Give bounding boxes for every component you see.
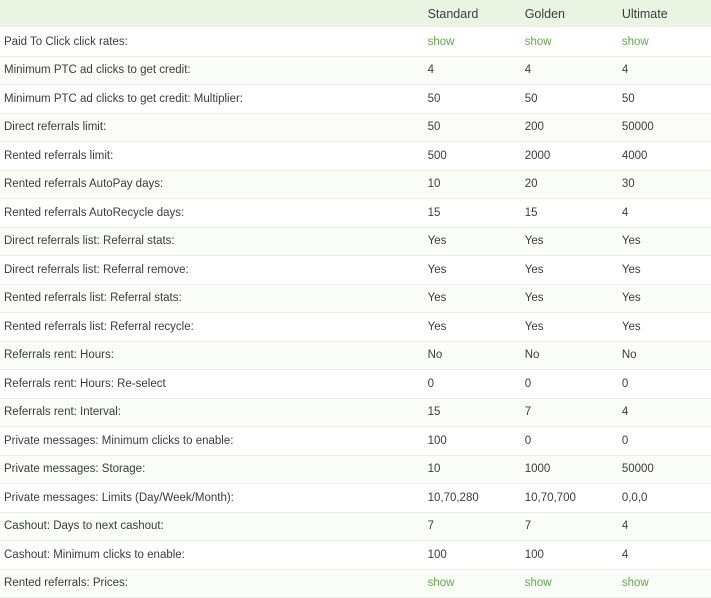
column-header-golden: Golden bbox=[517, 0, 614, 28]
feature-label: Private messages: Minimum clicks to enable: bbox=[0, 427, 420, 456]
feature-label: Direct referrals list: Referral stats: bbox=[0, 227, 420, 256]
cell-value: Yes bbox=[517, 313, 614, 342]
feature-label: Minimum PTC ad clicks to get credit: bbox=[0, 56, 420, 85]
cell-value: 50 bbox=[614, 85, 711, 114]
cell-value: 50 bbox=[420, 113, 517, 142]
cell-value: 200 bbox=[517, 113, 614, 142]
cell-value: 4 bbox=[614, 398, 711, 427]
table-row bbox=[0, 512, 711, 541]
table-row bbox=[0, 256, 711, 285]
cell-value: 4 bbox=[614, 56, 711, 85]
feature-label: Private messages: Storage: bbox=[0, 455, 420, 484]
table-row bbox=[0, 113, 711, 142]
cell-value: 100 bbox=[420, 427, 517, 456]
cell-value: No bbox=[614, 341, 711, 370]
table-row bbox=[0, 142, 711, 171]
table-row bbox=[0, 541, 711, 570]
cell-value: 100 bbox=[517, 541, 614, 570]
table-row bbox=[0, 427, 711, 456]
show-link[interactable]: show bbox=[427, 577, 455, 590]
cell-value: Yes bbox=[420, 313, 517, 342]
table-row bbox=[0, 569, 711, 598]
cell-value: 500 bbox=[420, 142, 517, 171]
table-row bbox=[0, 227, 711, 256]
table-row bbox=[0, 313, 711, 342]
feature-label: Private messages: Limits (Day/Week/Month): bbox=[0, 484, 420, 513]
table-row bbox=[0, 455, 711, 484]
cell-value bbox=[517, 569, 614, 598]
cell-value: 0 bbox=[420, 370, 517, 399]
show-link[interactable]: show bbox=[621, 577, 649, 590]
feature-label: Rented referrals list: Referral recycle: bbox=[0, 313, 420, 342]
cell-value: 0 bbox=[614, 427, 711, 456]
cell-value: 15 bbox=[420, 398, 517, 427]
cell-value: Yes bbox=[517, 227, 614, 256]
cell-value: Yes bbox=[614, 313, 711, 342]
feature-label: Rented referrals: Prices: bbox=[0, 569, 420, 598]
feature-label: Referrals rent: Hours: Re-select bbox=[0, 370, 420, 399]
cell-value: 50000 bbox=[614, 113, 711, 142]
cell-value: 50000 bbox=[614, 455, 711, 484]
feature-label: Referrals rent: Hours: bbox=[0, 341, 420, 370]
cell-value: Yes bbox=[420, 227, 517, 256]
table-header-row bbox=[0, 0, 711, 28]
feature-label: Rented referrals limit: bbox=[0, 142, 420, 171]
table-row bbox=[0, 284, 711, 313]
table-row bbox=[0, 56, 711, 85]
cell-value: 0,0,0 bbox=[614, 484, 711, 513]
show-link[interactable]: show bbox=[524, 577, 552, 590]
cell-value: Yes bbox=[517, 284, 614, 313]
cell-value: Yes bbox=[614, 284, 711, 313]
feature-label: Cashout: Minimum clicks to enable: bbox=[0, 541, 420, 570]
feature-label: Rented referrals list: Referral stats: bbox=[0, 284, 420, 313]
cell-value: 15 bbox=[420, 199, 517, 228]
column-header-ultimate: Ultimate bbox=[614, 0, 711, 28]
feature-label: Rented referrals AutoRecycle days: bbox=[0, 199, 420, 228]
show-link[interactable]: show bbox=[427, 35, 455, 48]
feature-label: Direct referrals list: Referral remove: bbox=[0, 256, 420, 285]
feature-label: Minimum PTC ad clicks to get credit: Multiplier: bbox=[0, 85, 420, 114]
feature-label: Paid To Click click rates: bbox=[0, 28, 420, 57]
cell-value bbox=[517, 28, 614, 57]
cell-value: 0 bbox=[614, 370, 711, 399]
cell-value: 0 bbox=[517, 427, 614, 456]
cell-value: 10 bbox=[420, 455, 517, 484]
cell-value: 100 bbox=[420, 541, 517, 570]
cell-value bbox=[420, 569, 517, 598]
cell-value: 30 bbox=[614, 170, 711, 199]
feature-label: Cashout: Days to next cashout: bbox=[0, 512, 420, 541]
cell-value: Yes bbox=[614, 227, 711, 256]
cell-value bbox=[420, 28, 517, 57]
cell-value: 4 bbox=[614, 512, 711, 541]
feature-label: Direct referrals limit: bbox=[0, 113, 420, 142]
cell-value: 0 bbox=[517, 370, 614, 399]
table-row bbox=[0, 370, 711, 399]
cell-value: 4 bbox=[420, 56, 517, 85]
table-header bbox=[0, 0, 711, 28]
cell-value: 50 bbox=[420, 85, 517, 114]
cell-value: 4 bbox=[614, 199, 711, 228]
cell-value: Yes bbox=[420, 284, 517, 313]
cell-value: 7 bbox=[517, 512, 614, 541]
cell-value: 7 bbox=[517, 398, 614, 427]
column-header-standard: Standard bbox=[420, 0, 517, 28]
table-row bbox=[0, 85, 711, 114]
feature-label: Referrals rent: Interval: bbox=[0, 398, 420, 427]
cell-value: Yes bbox=[420, 256, 517, 285]
cell-value: 2000 bbox=[517, 142, 614, 171]
table-body bbox=[0, 28, 711, 598]
cell-value: 4 bbox=[517, 56, 614, 85]
cell-value bbox=[614, 28, 711, 57]
cell-value: No bbox=[420, 341, 517, 370]
cell-value: 50 bbox=[517, 85, 614, 114]
cell-value: 10,70,700 bbox=[517, 484, 614, 513]
cell-value: Yes bbox=[517, 256, 614, 285]
cell-value: 10 bbox=[420, 170, 517, 199]
cell-value: Yes bbox=[614, 256, 711, 285]
table-row bbox=[0, 398, 711, 427]
cell-value: 15 bbox=[517, 199, 614, 228]
feature-label: Rented referrals AutoPay days: bbox=[0, 170, 420, 199]
column-header-feature bbox=[0, 0, 420, 28]
table-row bbox=[0, 170, 711, 199]
cell-value: 10,70,280 bbox=[420, 484, 517, 513]
cell-value: 20 bbox=[517, 170, 614, 199]
show-link[interactable]: show bbox=[621, 35, 649, 48]
table-row bbox=[0, 28, 711, 57]
cell-value bbox=[614, 569, 711, 598]
cell-value: 4000 bbox=[614, 142, 711, 171]
cell-value: No bbox=[517, 341, 614, 370]
table-row bbox=[0, 341, 711, 370]
cell-value: 1000 bbox=[517, 455, 614, 484]
table-row bbox=[0, 199, 711, 228]
show-link[interactable]: show bbox=[524, 35, 552, 48]
table-row bbox=[0, 484, 711, 513]
cell-value: 4 bbox=[614, 541, 711, 570]
cell-value: 7 bbox=[420, 512, 517, 541]
